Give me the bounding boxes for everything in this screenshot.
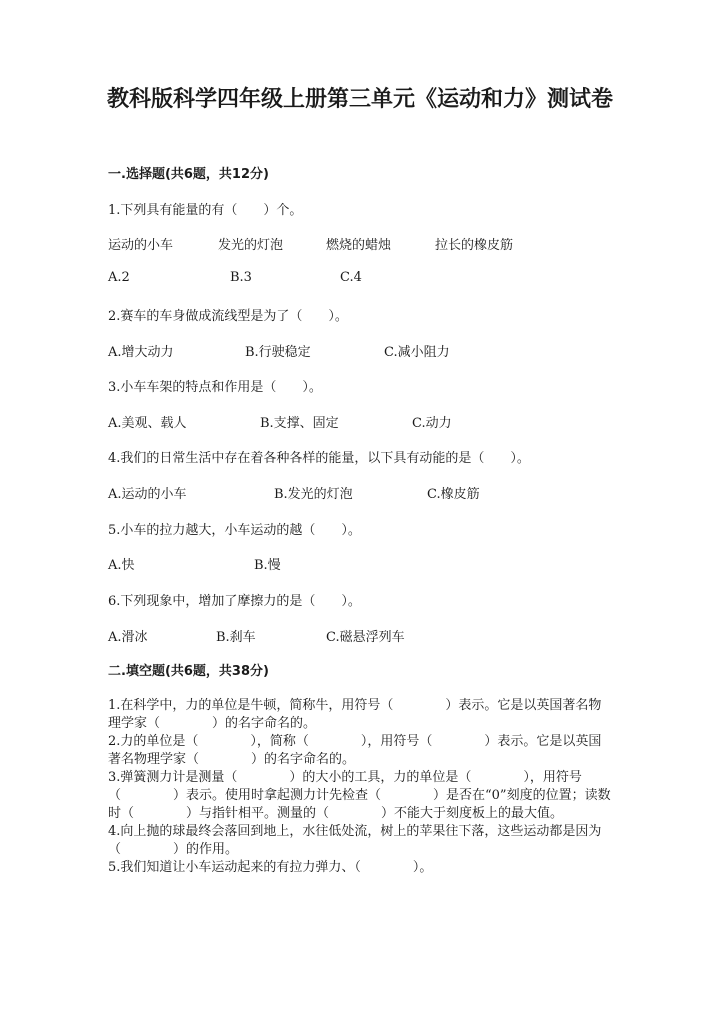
fill-question-4: 4.向上抛的球最终会落回到地上，水往低处流，树上的苹果往下落，这些运动都是因为（ ）的作用。	[108, 824, 602, 857]
question-1-stem: 1.下列具有能量的有（ ）个。	[108, 203, 303, 218]
option-a: A.滑冰	[108, 630, 148, 645]
option-a: A.增大动力	[108, 345, 174, 360]
fill-question-1: 1.在科学中，力的单位是牛顿，简称牛，用符号（ ）表示。它是以英国著名物理学家（ ）的名字命名的。	[108, 698, 602, 731]
option-b: B.刹车	[216, 630, 256, 645]
fill-in-questions	[108, 697, 614, 877]
option-a: A.运动的小车	[108, 487, 187, 502]
item-2: 发光的灯泡	[218, 238, 284, 253]
option-c: C.4	[340, 270, 362, 285]
question-4-stem: 4.我们的日常生活中存在着各种各样的能量，以下具有动能的是（ ）。	[108, 451, 530, 466]
question-3-stem: 3.小车车架的特点和作用是（ ）。	[108, 380, 322, 395]
item-3: 燃烧的蜡烛	[326, 238, 392, 253]
option-c: C.减小阻力	[384, 345, 450, 360]
question-6-stem: 6.下列现象中，增加了摩擦力的是（ ）。	[108, 594, 361, 609]
fill-question-2: 2.力的单位是（ ），简称（ ），用符号（ ）表示。它是以英国著名物理学家（ ）的名字命名的。	[108, 734, 602, 767]
question-2-stem: 2.赛车的车身做成流线型是为了（ ）。	[108, 309, 348, 324]
option-a: A.2	[108, 270, 130, 285]
item-4: 拉长的橡皮筋	[435, 238, 514, 253]
option-b: B.慢	[254, 558, 281, 573]
option-a: A.快	[108, 558, 135, 573]
section-heading-choice: 一.选择题(共6题，共12分)	[108, 167, 269, 182]
option-b: B.3	[230, 270, 252, 285]
option-c: C.磁悬浮列车	[326, 630, 405, 645]
option-c: C.橡皮筋	[427, 487, 480, 502]
option-c: C.动力	[412, 416, 452, 431]
fill-question-3: 3.弹簧测力计是测量（ ）的大小的工具，力的单位是（ ），用符号（ ）表示。使用时拿起测力计先检查（ ）是否在“0”刻度的位置；读数时（ ）与指针相平。测量的（ ）不能大于刻度板上的最大值。	[108, 770, 611, 821]
option-b: B.行驶稳定	[245, 345, 311, 360]
option-a: A.美观、载人	[108, 416, 187, 431]
question-5-stem: 5.小车的拉力越大，小车运动的越（ ）。	[108, 523, 361, 538]
option-b: B.支撑、固定	[260, 416, 339, 431]
fill-question-5: 5.我们知道让小车运动起来的有拉力弹力、（ ）。	[108, 860, 433, 875]
page-title: 教科版科学四年级上册第三单元《运动和力》测试卷	[106, 87, 613, 112]
item-1: 运动的小车	[108, 238, 174, 253]
section-heading-fill: 二.填空题(共6题，共38分)	[108, 664, 269, 679]
option-b: B.发光的灯泡	[274, 487, 353, 502]
